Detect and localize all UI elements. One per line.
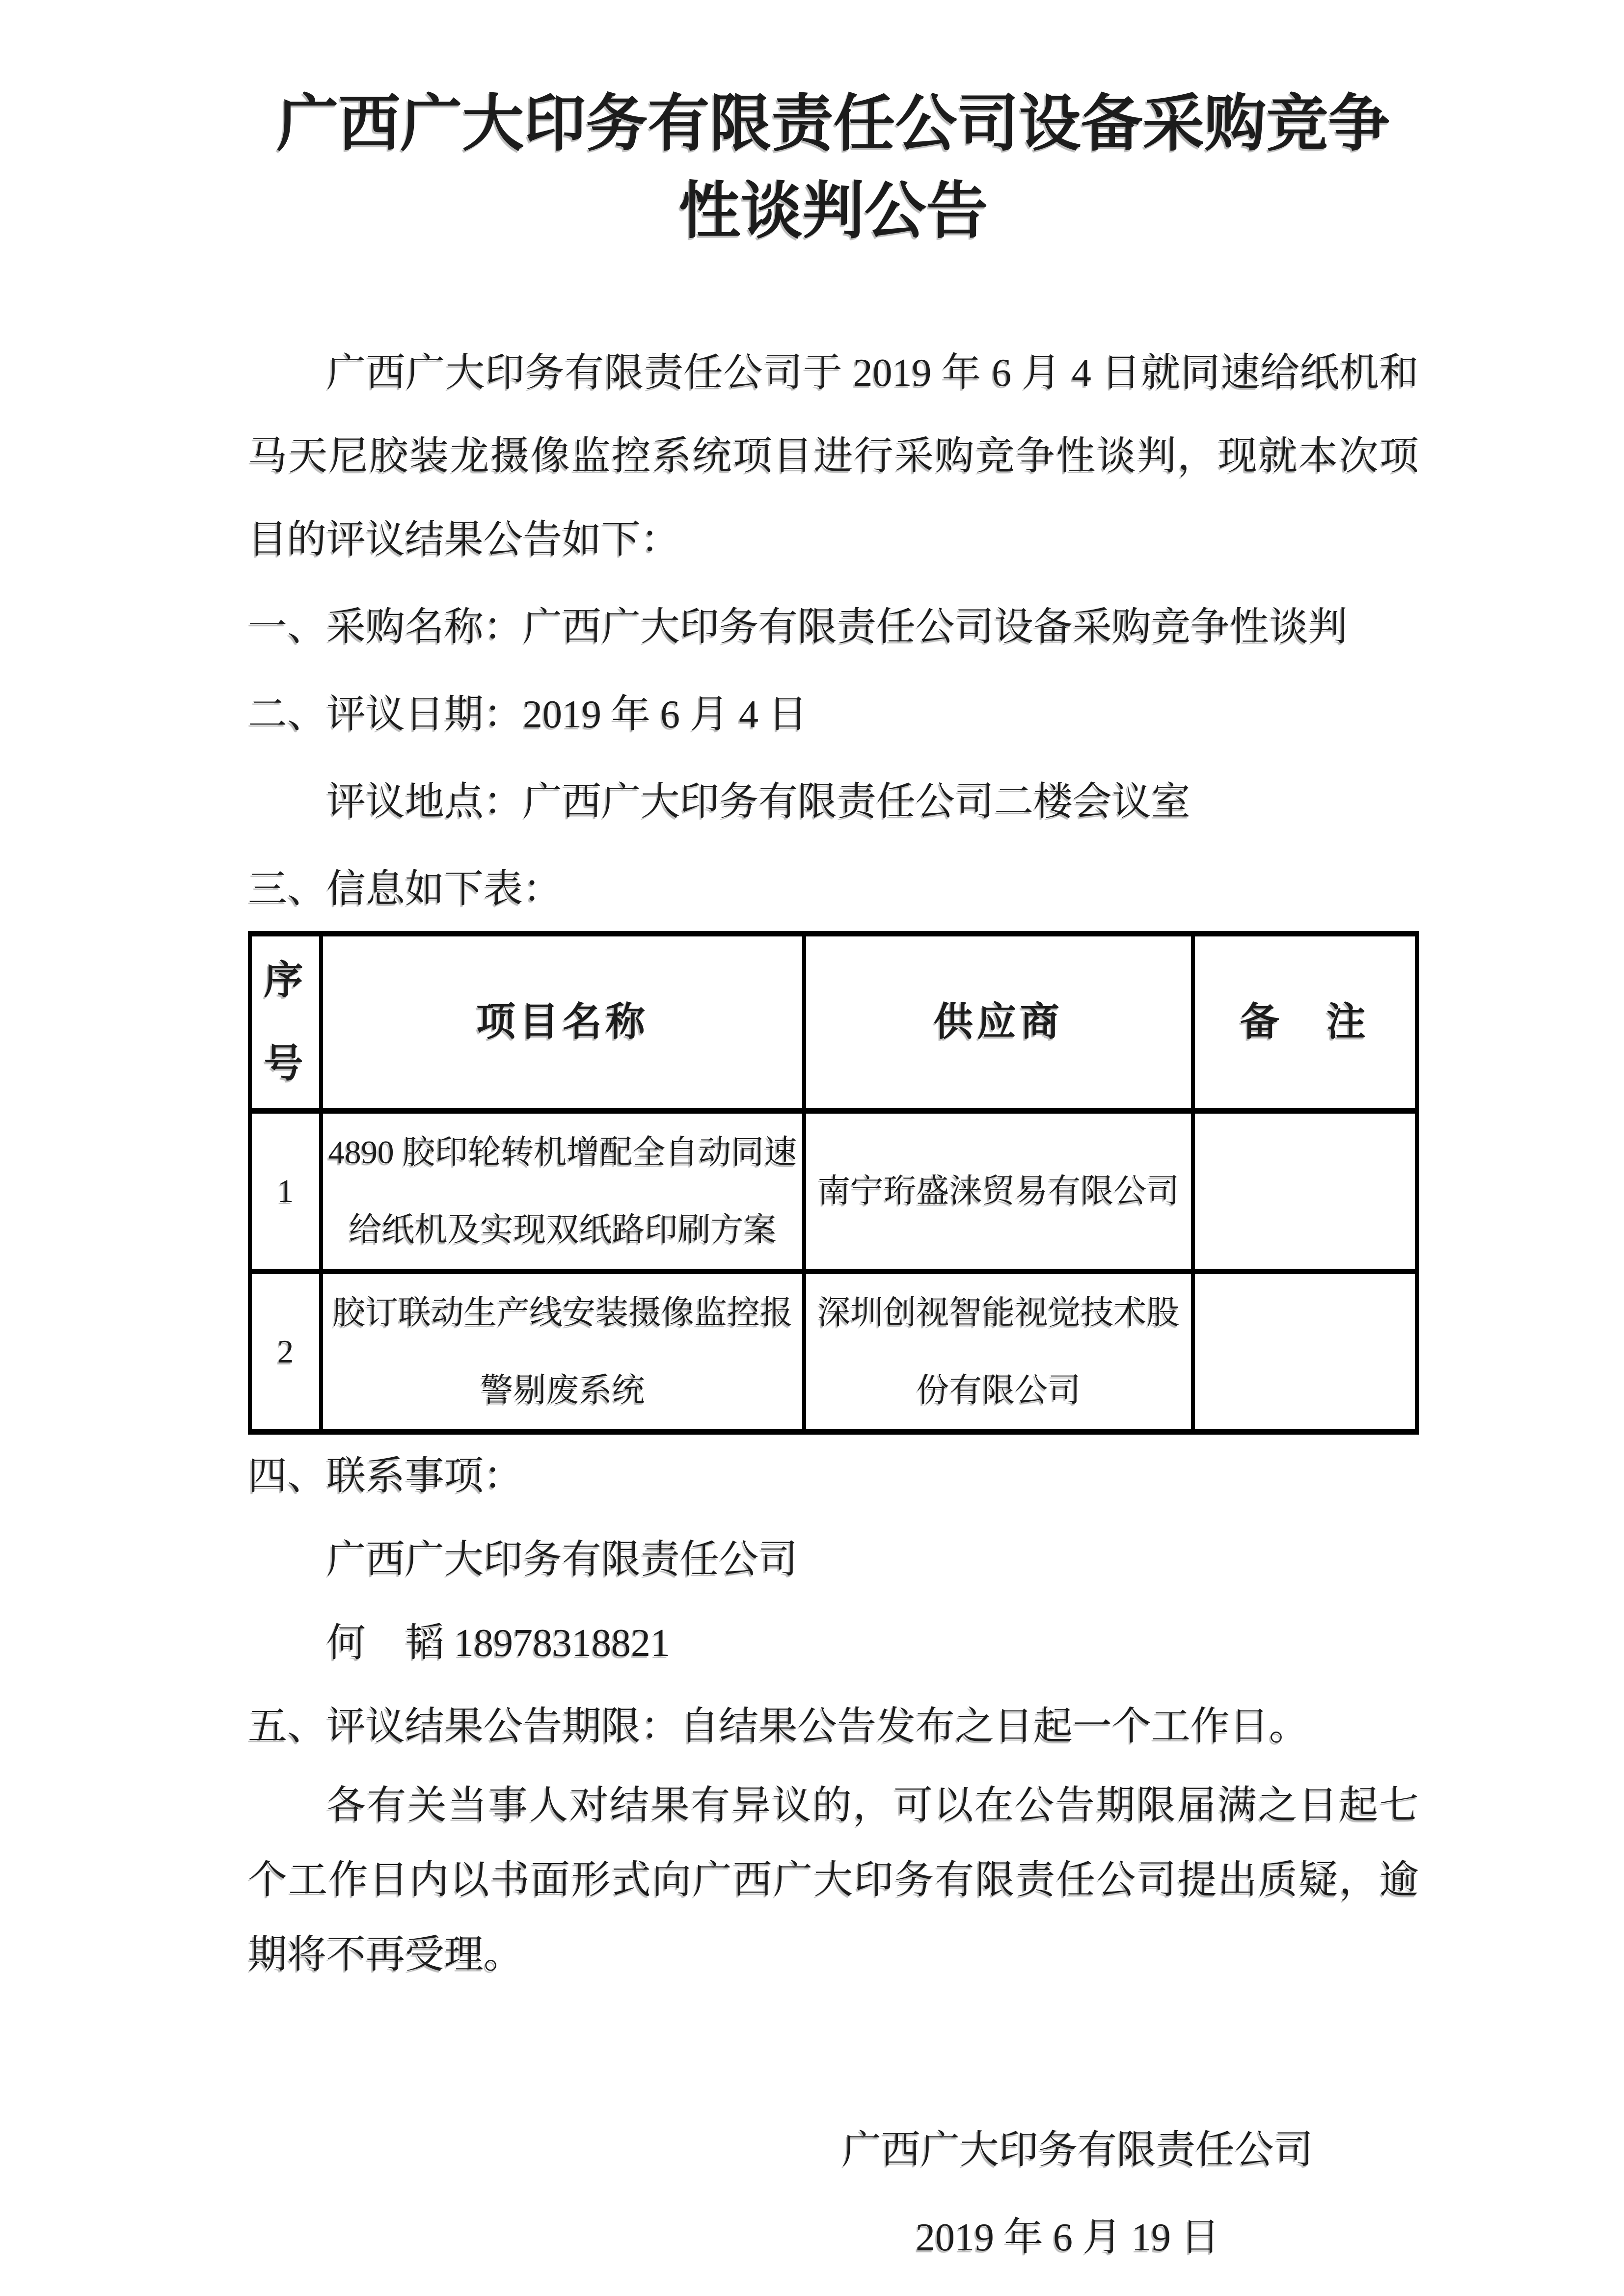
section-2-review-location: 评议地点：广西广大印务有限责任公司二楼会议室 bbox=[326, 780, 1191, 824]
result-info-table bbox=[248, 931, 1419, 1435]
contact-person-phone: 何 韬 18978318821 bbox=[326, 1622, 670, 1665]
objection-notice-paragraph: 各有关当事人对结果有异议的，可以在公告期限届满之日起七个工作日内以书面形式向广西广大印务有限责任公司提出质疑，逾期将不再受理。 bbox=[248, 1784, 1419, 1976]
cell-serial-number: 2 bbox=[250, 1272, 321, 1432]
section-2-review-date: 二、评议日期：2019 年 6 月 4 日 bbox=[248, 693, 808, 736]
header-remark: 备 注 bbox=[1193, 934, 1417, 1111]
header-supplier: 供应商 bbox=[804, 934, 1193, 1111]
section-5-announcement-period: 五、评议结果公告期限：自结果公告发布之日起一个工作日。 bbox=[248, 1705, 1308, 1748]
cell-project-name: 胶订联动生产线安装摄像监控报警剔废系统 bbox=[321, 1272, 804, 1432]
cell-project-name: 4890 胶印轮转机增配全自动同速给纸机及实现双纸路印刷方案 bbox=[321, 1111, 804, 1272]
cell-supplier: 深圳创视智能视觉技术股份有限公司 bbox=[804, 1272, 1193, 1432]
cell-supplier: 南宁珩盛涞贸易有限公司 bbox=[804, 1111, 1193, 1272]
section-3-table-intro: 三、信息如下表： bbox=[248, 868, 562, 911]
document-title: 广西广大印务有限责任公司设备采购竞争性谈判公告 bbox=[276, 90, 1390, 246]
cell-serial-number: 1 bbox=[250, 1111, 321, 1272]
table-header-row bbox=[250, 934, 1417, 1111]
table-row bbox=[250, 1111, 1417, 1272]
section-4-contact-heading: 四、联系事项： bbox=[248, 1455, 523, 1498]
contact-company: 广西广大印务有限责任公司 bbox=[326, 1538, 798, 1581]
intro-paragraph: 广西广大印务有限责任公司于 2019 年 6 月 4 日就同速给纸机和马天尼胶装龙摄像监控系统项目进行采购竞争性谈判，现就本次项目的评议结果公告如下： bbox=[248, 351, 1419, 561]
cell-remark bbox=[1193, 1272, 1417, 1432]
header-serial-number: 序号 bbox=[250, 934, 321, 1111]
cell-remark bbox=[1193, 1111, 1417, 1272]
section-1-procurement-name: 一、采购名称：广西广大印务有限责任公司设备采购竞争性谈判 bbox=[248, 606, 1348, 649]
header-project-name: 项目名称 bbox=[321, 934, 804, 1111]
signature-date: 2019 年 6 月 19 日 bbox=[916, 2216, 1220, 2259]
table-row bbox=[250, 1272, 1417, 1432]
signature-company: 广西广大印务有限责任公司 bbox=[842, 2129, 1313, 2172]
